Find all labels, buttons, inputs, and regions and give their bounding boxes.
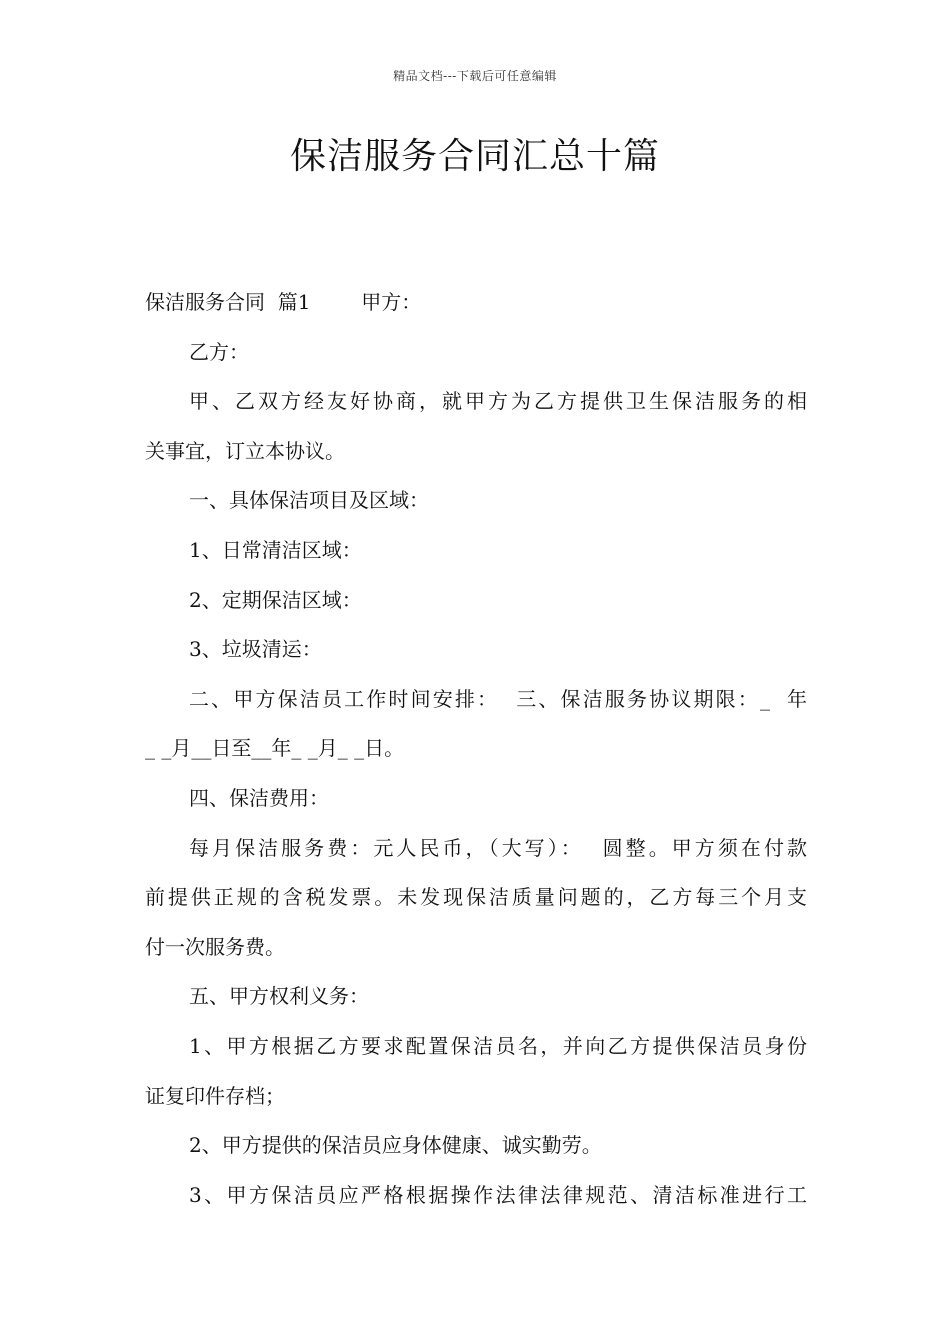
paragraph-line: 保洁服务合同 篇1 甲方： bbox=[145, 290, 422, 314]
document-title: 保洁服务合同汇总十篇 bbox=[289, 136, 660, 177]
paragraph-line: 1、日常清洁区域： bbox=[189, 537, 362, 562]
paragraph-line: 五、甲方权利义务： bbox=[189, 984, 369, 1009]
paragraph-line: 关事宜，订立本协议。 bbox=[145, 438, 345, 463]
paragraph-line: 前提供正规的含税发票。未发现保洁质量问题的，乙方每三个月支 bbox=[145, 885, 807, 910]
paragraph-line: 3、甲方保洁员应严格根据操作法律法律规范、清洁标准进行工 bbox=[189, 1182, 807, 1207]
paragraph-line: 一、具体保洁项目及区域： bbox=[189, 488, 429, 513]
paragraph-line: 证复印件存档； bbox=[145, 1083, 285, 1108]
paragraph-line: 四、保洁费用： bbox=[189, 785, 329, 810]
paragraph-line: 付一次服务费。 bbox=[145, 934, 285, 959]
paragraph-line: 2、甲方提供的保洁员应身体健康、诚实勤劳。 bbox=[189, 1133, 602, 1158]
paragraph-line: _ _月__日至__年_ _月_ _日。 bbox=[145, 736, 405, 761]
paragraph-line: 乙方： bbox=[189, 339, 249, 364]
paragraph-line: 3、垃圾清运： bbox=[189, 637, 322, 662]
paragraph-line: 1、甲方根据乙方要求配置保洁员名，并向乙方提供保洁员身份 bbox=[189, 1033, 807, 1058]
document-body bbox=[145, 278, 807, 1220]
paragraph-line: 甲、乙双方经友好协商，就甲方为乙方提供卫生保洁服务的相 bbox=[189, 389, 807, 414]
paragraph-line: 每月保洁服务费：元人民币，（大写）： 圆整。甲方须在付款 bbox=[189, 835, 807, 860]
paragraph-line: 2、定期保洁区域： bbox=[189, 587, 362, 612]
paragraph-line: 二、甲方保洁员工作时间安排： 三、保洁服务协议期限：_ 年 bbox=[189, 686, 807, 711]
header-note: 精品文档---下载后可任意编辑 bbox=[393, 69, 557, 83]
